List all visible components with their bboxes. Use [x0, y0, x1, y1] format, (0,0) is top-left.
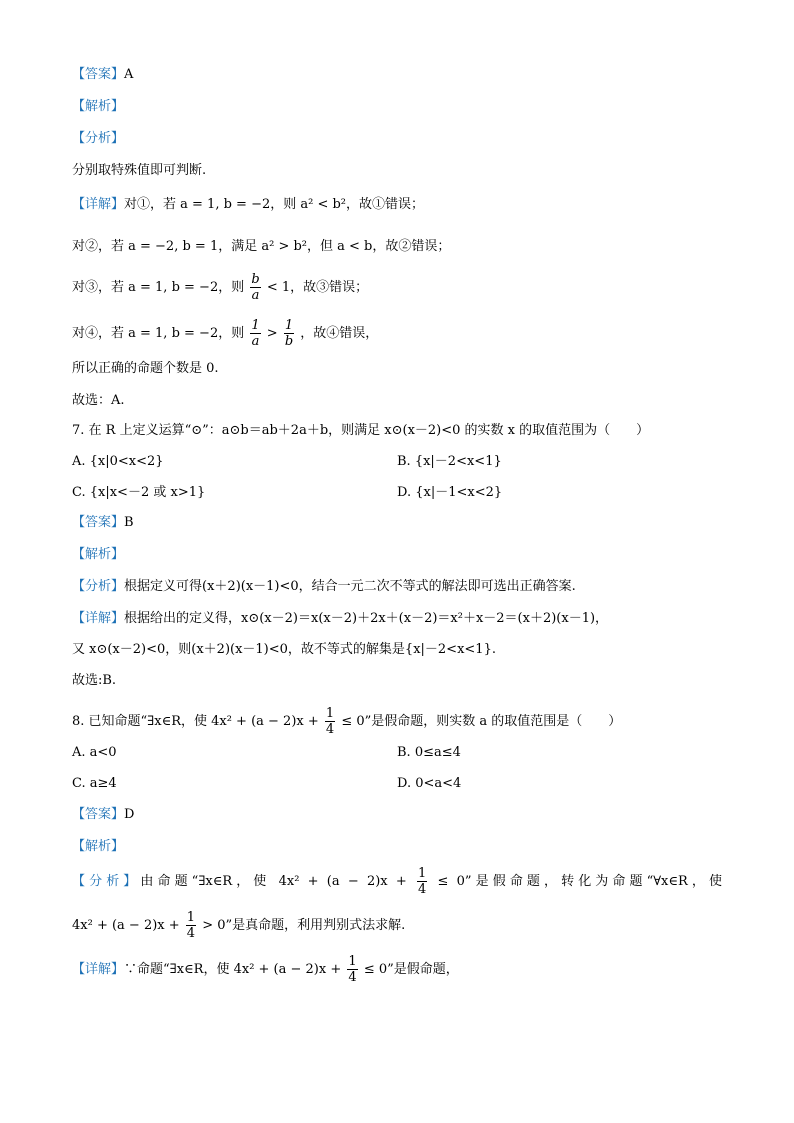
detail-line-5: 所以正确的命题个数是 0.: [72, 361, 219, 376]
fraction-numerator: 1: [325, 706, 335, 721]
fraction-numerator: 1: [251, 318, 260, 333]
detail-line-4: [72, 318, 378, 349]
question-8-stem: [72, 706, 621, 737]
detail-8-post: ≤ 0”是假命题，: [363, 962, 459, 977]
fenxi-line-7: [72, 578, 576, 596]
detail-line-4-pre: 对④，若 a = 1, b = −2，则: [72, 326, 245, 341]
q7-option-d: D. {x|－1<x<2}: [397, 485, 503, 500]
answer-line-8: [72, 806, 134, 824]
detail-7-line-3: 故选:B.: [72, 673, 117, 688]
q7-option-c: C. {x|x<－2 或 x>1}: [72, 485, 206, 500]
detail-tag: 【详解】: [72, 611, 125, 626]
q8-option-c: C. a≥4: [72, 776, 117, 791]
answer-line-6: [72, 66, 133, 84]
fenxi-8-pre: 由命题“∃x∈R，使 4x² + (a − 2)x +: [140, 874, 407, 889]
q7-option-a: A. {x|0<x<2}: [72, 454, 164, 469]
detail-tag: 【详解】: [72, 197, 125, 212]
detail-text: 根据给出的定义得，x⊙(x－2)＝x(x－2)＋2x＋(x－2)＝x²＋x－2＝(x＋2)(x－1)，: [124, 611, 609, 626]
fraction-1-over-b: [284, 318, 294, 349]
fraction-denominator: 4: [348, 970, 357, 985]
q8-option-a: A. a<0: [72, 745, 117, 760]
fenxi-text: 分别取特殊值即可判断.: [72, 163, 207, 178]
answer-value: D: [124, 807, 135, 822]
detail-7-line-1: [72, 610, 608, 628]
fenxi-tag: 【分析】: [72, 579, 125, 594]
fenxi-text: 根据定义可得(x＋2)(x－1)<0，结合一元二次不等式的解法即可选出正确答案.: [124, 579, 576, 594]
detail-text: 对①，若 a = 1, b = −2，则 a² < b²，故①错误；: [124, 197, 425, 212]
answer-tag: 【答案】: [72, 515, 125, 530]
detail-line-1: [72, 196, 424, 214]
q8-option-b: B. 0≤a≤4: [397, 745, 461, 760]
detail-8-pre: ∵命题“∃x∈R，使 4x² + (a − 2)x +: [124, 962, 342, 977]
fraction-numerator: 1: [417, 866, 427, 881]
fraction-b-over-a: [250, 272, 260, 303]
fraction-1-over-4: [347, 954, 357, 985]
fraction-denominator: 4: [325, 722, 335, 737]
fenxi-8-line-2-post: > 0”是真命题，利用判别式法求解.: [202, 918, 406, 933]
q8-stem-pre: 8. 已知命题“∃x∈R，使 4x² + (a − 2)x +: [72, 714, 319, 729]
fraction-denominator: a: [251, 288, 260, 303]
q8-stem-post: ≤ 0”是假命题，则实数 a 的取值范围是（ ）: [341, 714, 622, 729]
fraction-numerator: 1: [348, 954, 357, 969]
analysis-heading: 【解析】: [72, 547, 125, 562]
fenxi-tag: 【分析】: [72, 874, 141, 889]
fraction-numerator: 1: [284, 318, 294, 333]
fenxi-heading: 【分析】: [72, 131, 125, 146]
answer-tag: 【答案】: [72, 67, 125, 82]
detail-line-3-pre: 对③，若 a = 1, b = −2，则: [72, 280, 245, 295]
detail-line-4-post: ，故④错误，: [300, 326, 379, 341]
detail-line-3: [72, 272, 368, 303]
fenxi-8-line-2: [72, 910, 405, 941]
detail-tag: 【详解】: [72, 962, 125, 977]
detail-line-6: 故选：A.: [72, 393, 125, 408]
answer-value: B: [124, 515, 134, 530]
fraction-denominator: a: [251, 334, 260, 349]
answer-value: A: [124, 67, 134, 82]
detail-7-line-2: 又 x⊙(x－2)<0，则(x＋2)(x－1)<0，故不等式的解集是{x|－2<x<1}.: [72, 642, 496, 657]
detail-line-3-post: < 1，故③错误；: [266, 280, 369, 295]
analysis-heading: 【解析】: [72, 99, 125, 114]
fraction-1-over-a: [250, 318, 260, 349]
fraction-1-over-4: [325, 706, 335, 737]
fraction-numerator: b: [251, 272, 260, 287]
detail-8-line-1: [72, 954, 459, 985]
answer-line-7: [72, 514, 134, 532]
fraction-denominator: 4: [417, 882, 427, 897]
question-7-stem: 7. 在 R 上定义运算“⊙”：a⊙b＝ab＋2a＋b，则满足 x⊙(x－2)<0 的实数 x 的取值范围为（ ）: [72, 423, 650, 438]
answer-tag: 【答案】: [72, 807, 125, 822]
fraction-numerator: 1: [186, 910, 196, 925]
fraction-1-over-4: [417, 866, 427, 897]
fenxi-8-line-1: [72, 866, 722, 897]
fraction-denominator: 4: [186, 926, 196, 941]
fenxi-8-line-2-pre: 4x² + (a − 2)x +: [72, 918, 180, 933]
q8-option-d: D. 0<a<4: [397, 776, 462, 791]
fraction-denominator: b: [284, 334, 294, 349]
q7-option-b: B. {x|－2<x<1}: [397, 454, 502, 469]
fraction-1-over-4: [186, 910, 196, 941]
detail-line-2: 对②，若 a = −2, b = 1，满足 a² > b²，但 a < b，故②错误；: [72, 239, 451, 254]
analysis-heading: 【解析】: [72, 839, 125, 854]
fenxi-8-post: ≤ 0”是假命题，转化为命题“∀x∈R，使: [437, 874, 722, 889]
greater-than: >: [266, 326, 278, 341]
